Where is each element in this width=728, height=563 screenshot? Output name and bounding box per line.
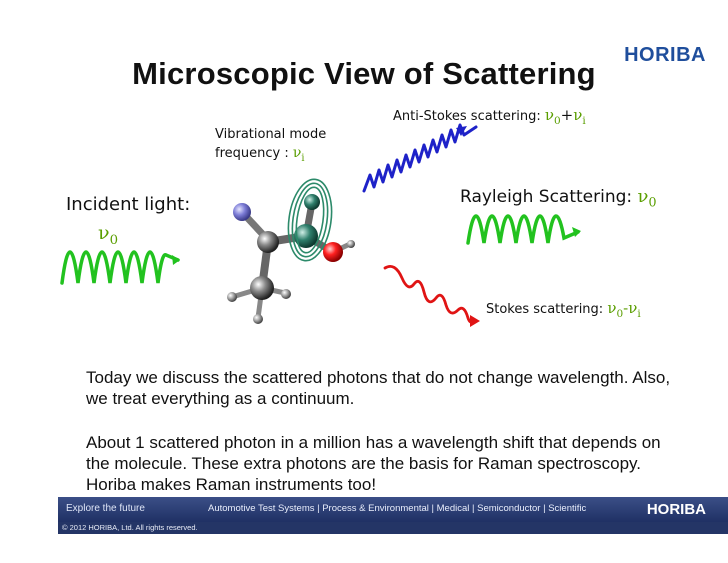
- incident-frequency: $\nu_0$: [98, 222, 119, 248]
- rayleigh-wave-icon: [468, 216, 581, 243]
- incident-wave-icon: [62, 252, 180, 283]
- rayleigh-label: Rayleigh Scattering: $\nu_0$: [460, 186, 657, 210]
- paragraph-continuum: Today we discuss the scattered photons that do not change wavelength. Also, we treat everything as a continuum.: [86, 368, 671, 408]
- copyright-notice: © 2012 HORIBA, Ltd. All rights reserved.: [58, 522, 728, 534]
- anti-stokes-label: Anti-Stokes scattering: $\nu_0+\nu_i$: [393, 106, 586, 127]
- horiba-logo: HORIBA: [624, 44, 706, 66]
- slide-title: Microscopic View of Scattering: [132, 56, 596, 91]
- paragraph-raman: About 1 scattered photon in a million has a wavelength shift that depends on the molecule. These extra photons are the basis for Raman spectroscopy. Horiba makes Raman instruments too!: [86, 433, 661, 494]
- anti-stokes-wave-icon: [364, 125, 476, 191]
- stokes-wave-icon: [385, 266, 480, 327]
- footer-bar: [58, 497, 728, 523]
- stokes-label: Stokes scattering: $\nu_0-\nu_i$: [486, 299, 641, 320]
- footer-logo: HORIBA: [646, 501, 706, 518]
- incident-light-label: Incident light:: [66, 194, 191, 215]
- vibrational-mode-label: Vibrational mode frequency : $\nu_i$: [215, 127, 327, 164]
- footer-tagline: Explore the future: [66, 503, 145, 514]
- molecule-icon: [227, 176, 355, 324]
- footer-categories: Automotive Test Systems | Process & Environmental | Medical | Semiconductor | Scientific: [208, 503, 587, 514]
